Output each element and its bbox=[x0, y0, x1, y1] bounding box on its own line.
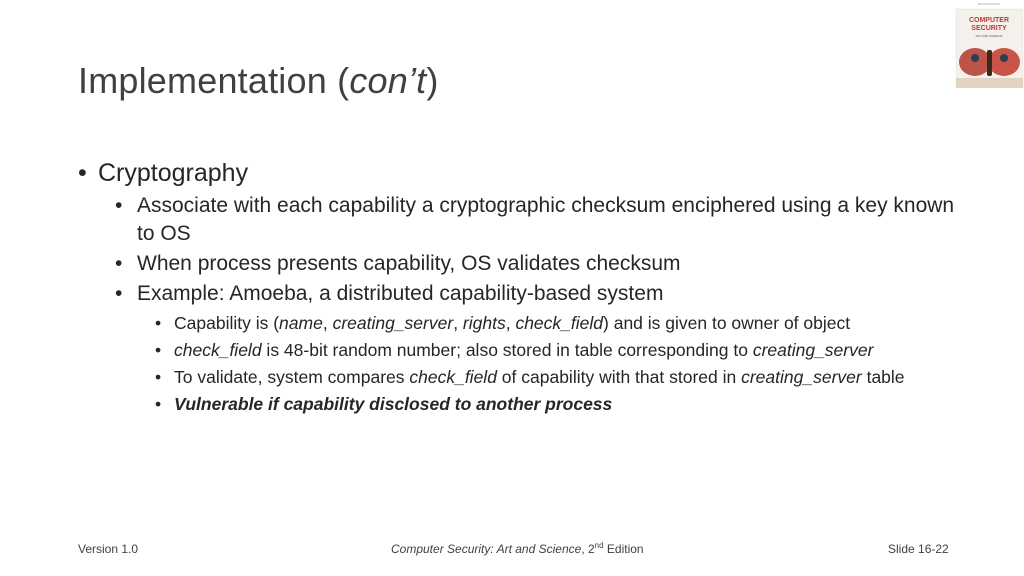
bullet-icon: • bbox=[155, 394, 162, 414]
footer-sup: nd bbox=[594, 541, 604, 550]
footer-book-name: Computer Security: Art and Science bbox=[391, 542, 582, 556]
footer-sep: , 2 bbox=[581, 542, 595, 556]
slide-title bbox=[78, 60, 439, 102]
bullet-level2 bbox=[115, 280, 958, 308]
footer-edition: Edition bbox=[603, 542, 644, 556]
bullet-icon: • bbox=[155, 313, 162, 333]
title-main: Implementation ( bbox=[78, 60, 350, 101]
bullet-level3 bbox=[155, 392, 958, 416]
text-italic: check_field bbox=[409, 367, 497, 387]
bullet-level3 bbox=[155, 365, 958, 389]
text-italic: rights bbox=[462, 313, 506, 333]
book-subtitle: ART AND SCIENCE bbox=[975, 34, 1003, 38]
text-run: is 48-bit random number; also stored in table corresponding to bbox=[261, 340, 753, 360]
slide-body bbox=[78, 156, 958, 416]
bullet-level3 bbox=[155, 338, 958, 362]
text-italic: creating_server bbox=[752, 340, 874, 360]
text-run: table bbox=[861, 367, 905, 387]
bullet-level3 bbox=[155, 311, 958, 335]
bullet-text: When process presents capability, OS validates checksum bbox=[137, 252, 681, 275]
bullet-icon: • bbox=[155, 340, 162, 360]
bullet-level2 bbox=[115, 192, 958, 248]
bullet-level1 bbox=[78, 156, 958, 190]
bullet-text: Associate with each capability a cryptographic checksum enciphered using a key known to OS bbox=[137, 194, 955, 245]
text-italic: name bbox=[279, 313, 323, 333]
text-run: , bbox=[505, 313, 516, 333]
text-italic: creating_server bbox=[741, 367, 862, 387]
bullet-icon: • bbox=[155, 367, 162, 387]
text-run: , bbox=[453, 313, 463, 333]
text-italic: check_field bbox=[515, 313, 604, 333]
book-title-line2: SECURITY bbox=[971, 25, 1007, 32]
bullet-icon: • bbox=[115, 282, 123, 305]
bullet-icon: • bbox=[115, 194, 123, 217]
footer-slide-number: Slide 16-22 bbox=[888, 542, 949, 556]
book-cover-image bbox=[955, 0, 1024, 88]
bullet-text-emphasis: Vulnerable if capability disclosed to another process bbox=[174, 394, 613, 414]
text-run: Capability is ( bbox=[174, 313, 280, 333]
text-italic: creating_server bbox=[332, 313, 454, 333]
text-run: , bbox=[322, 313, 333, 333]
title-italic: con’t bbox=[349, 60, 427, 101]
bullet-level2 bbox=[115, 250, 958, 278]
text-run: of capability with that stored in bbox=[496, 367, 742, 387]
title-close: ) bbox=[426, 60, 439, 101]
bullet-text: Example: Amoeba, a distributed capability-based system bbox=[137, 282, 664, 305]
bullet-icon: • bbox=[115, 252, 123, 275]
text-italic: check_field bbox=[174, 340, 262, 360]
text-run: To validate, system compares bbox=[174, 367, 410, 387]
book-edition-text: SECOND EDITION bbox=[977, 3, 1001, 6]
bullet-text: Cryptography bbox=[98, 159, 249, 187]
book-title-line1: COMPUTER bbox=[968, 17, 1010, 24]
text-run: ) and is given to owner of object bbox=[603, 313, 851, 333]
footer-version: Version 1.0 bbox=[78, 542, 139, 556]
bullet-icon: • bbox=[78, 159, 87, 187]
footer-book-title bbox=[391, 542, 644, 556]
